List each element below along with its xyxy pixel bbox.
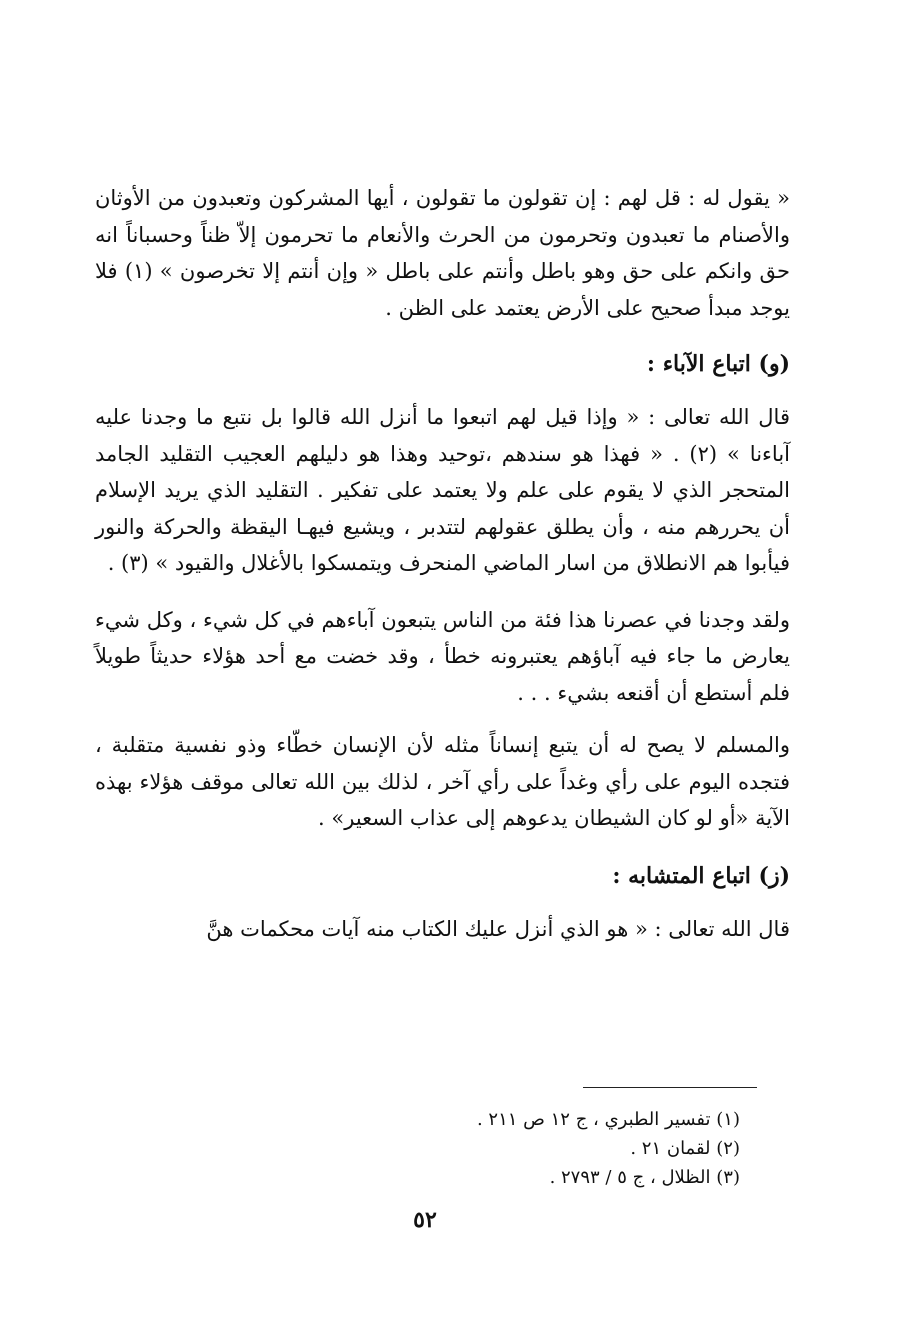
section-heading-zay: (ز) اتباع المتشابه : [612,862,790,889]
paragraph-5: قال الله تعالى : « هو الذي أنزل عليك الكتاب منه آيات محكمات هنَّ [206,916,790,941]
paragraph-2: قال الله تعالى : « وإذا قيل لهم اتبعوا ما أنزل الله قالوا بل نتبع ما وجدنا عليه آباءنا » (٢) . « فهذا هو سندهم ،توحيد وهذا هو دليلهم العجيب التقليد الجامد المتحجر الذي لا يقوم على علم ولا يعتمد على تفكير . التقليد الذي يريد الإسلام أن يحررهم منه ، وأن يطلق عقولهم لتتدبر ، ويشيع فيهـا اليقظة والحركة والنور فيأبوا هم الانطلاق من اسار الماضي المنحرف ويتمسكوا بالأغلال والقيود » (٣) . [95,405,791,575]
footnote-2: (٢) لقمان ٢١ . [630,1138,740,1159]
footnote-separator [583,1087,757,1088]
page-number: ٥٢ [413,1207,437,1233]
footnotes [380,1105,740,1192]
page-body [95,180,790,947]
paragraph-4: والمسلم لا يصح له أن يتبع إنساناً مثله لأن الإنسان خطّاء وذو نفسية متقلبة ، فتجده اليوم على رأي وغداً على رأي آخر ، لذلك بين الله تعالى موقف هؤلاء بهذه الآية «أو لو كان الشيطان يدعوهم إلى عذاب السعير» . [95,733,790,830]
section-heading-waw: (و) اتباع الآباء : [646,351,790,377]
paragraph-3: ولقد وجدنا في عصرنا هذا فئة من الناس يتبعون آباءهم في كل شيء ، وكل شيء يعارض ما جاء فيه آباؤهم يعتبرونه خطأ ، وقد خضت مع أحد هؤلاء حديثاً طويلاً فلم أستطع أن أقنعه بشيء . . . [95,607,790,705]
footnote-3: (٣) الظلال ، ج ٥ / ٢٧٩٣ . [549,1167,740,1188]
footnote-1: (١) تفسير الطبري ، ج ١٢ ص ٢١١ . [476,1109,740,1130]
paragraph-1: « يقول له : قل لهم : إن تقولون ما تقولون ، أيها المشركون وتعبدون من الأوثان والأصنام ما تعبدون وتحرمون من الحرث والأنعام ما تحرمون إلاّ ظناً وحسباناً انه حق وانكم على حق وهو باطل وأنتم على باطل « وإن أنتم إلا تخرصون » (١) فلا يوجد مبدأ صحيح على الأرض يعتمد على الظن . [95,186,790,320]
